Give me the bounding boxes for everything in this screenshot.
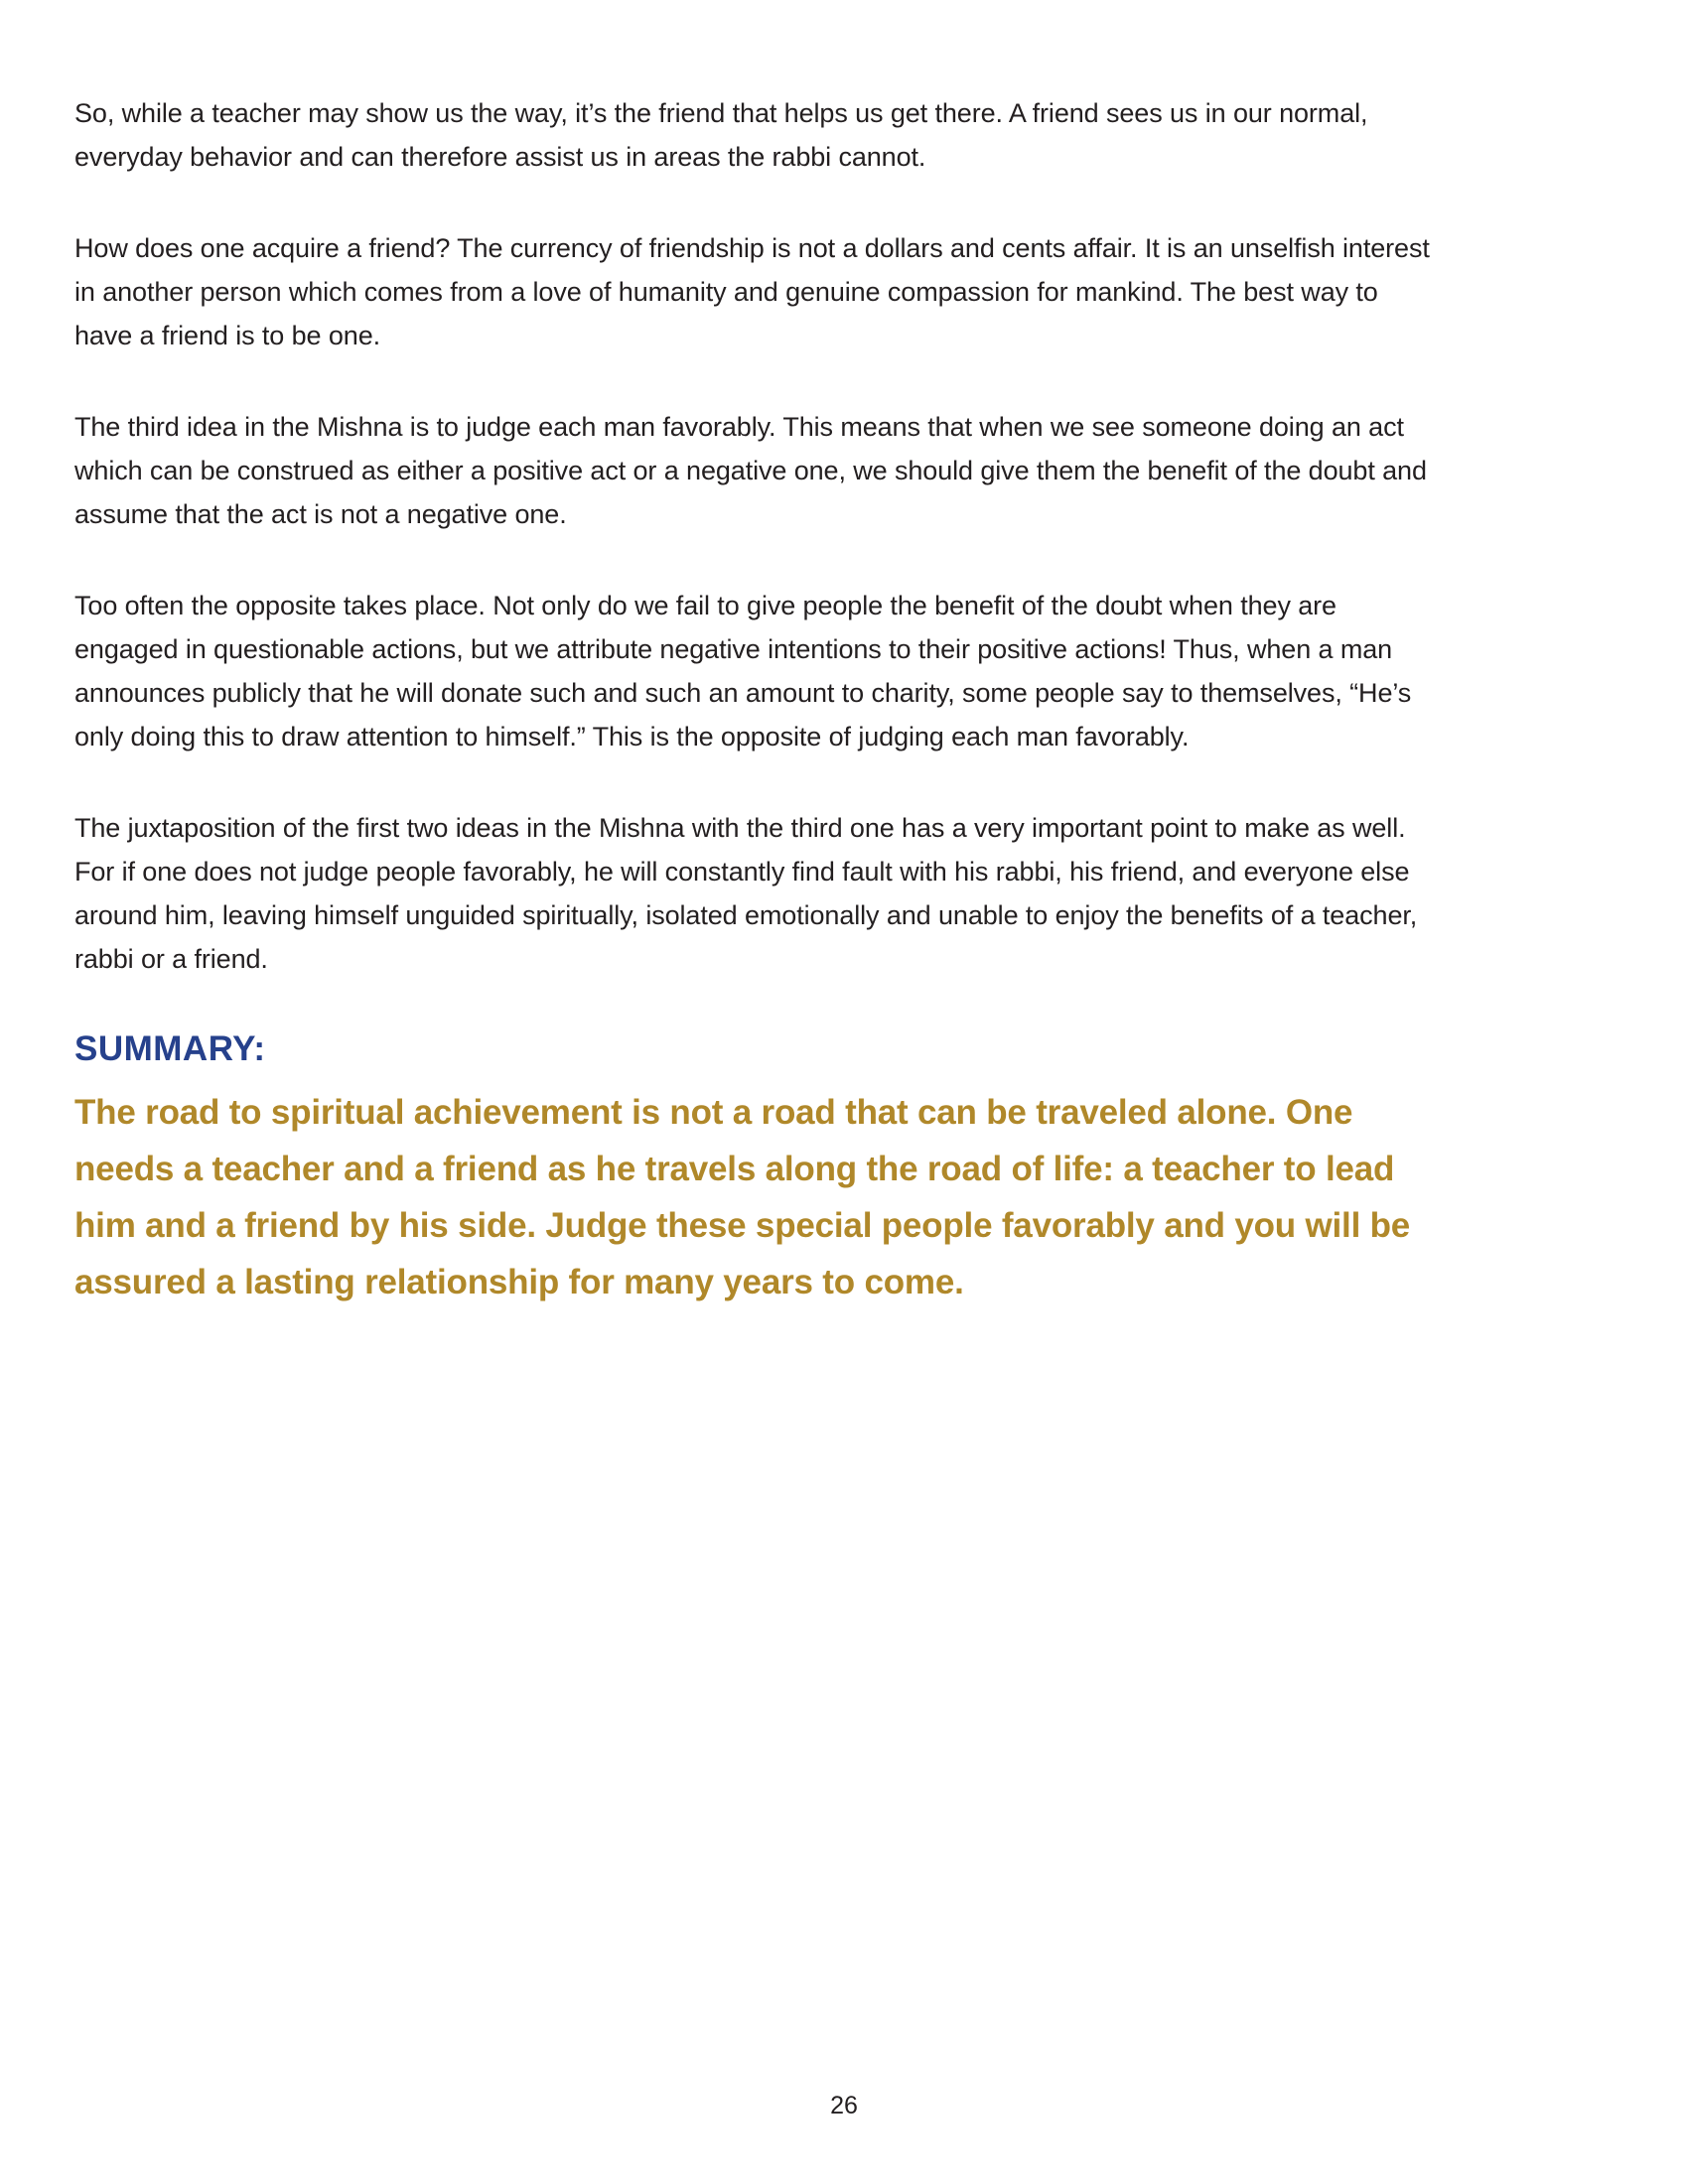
summary-paragraph: The road to spiritual achievement is not a road that can be traveled alone. One needs a teacher and a friend as he travels along the road of life: a teacher to lead him and a friend by his side. Judge these special people favorably and you will be assured a lasting relationship for many years to come. [74, 1093, 1411, 1301]
page-footer [0, 2091, 1688, 2120]
body-paragraph: The third idea in the Mishna is to judge each man favorably. This means that when we see someone doing an act which can be construed as either a positive act or a negative one, we should give them the benefit of the doubt and assume that the act is not a negative one. [74, 412, 1427, 529]
body-paragraph: How does one acquire a friend? The currency of friendship is not a dollars and cents affair. It is an unselfish interest in another person which comes from a love of humanity and genuine compassion for mankind. The best way to have a friend is to be one. [74, 233, 1430, 350]
body-paragraph: The juxtaposition of the first two ideas in the Mishna with the third one has a very important point to make as well. For if one does not judge people favorably, he will constantly find fault with his rabbi, his friend, and everyone else around him, leaving himself unguided spiritually, isolated emotionally and unable to enjoy the benefits of a teacher, rabbi or a friend. [74, 813, 1418, 974]
body-paragraph: Too often the opposite takes place. Not only do we fail to give people the benefit of the doubt when they are engaged in questionable actions, but we attribute negative intentions to their positive actions! Thus, when a man announces publicly that he will donate such and such an amount to charity, some people say to themselves, “He’s only doing this to draw attention to himself.” This is the opposite of judging each man favorably. [74, 591, 1412, 751]
body-paragraph: So, while a teacher may show us the way, it’s the friend that helps us get there. A friend sees us in our normal, everyday behavior and can therefore assist us in areas the rabbi cannot. [74, 98, 1368, 172]
page-number: 26 [830, 2092, 858, 2119]
summary-heading: SUMMARY: [74, 1029, 266, 1068]
